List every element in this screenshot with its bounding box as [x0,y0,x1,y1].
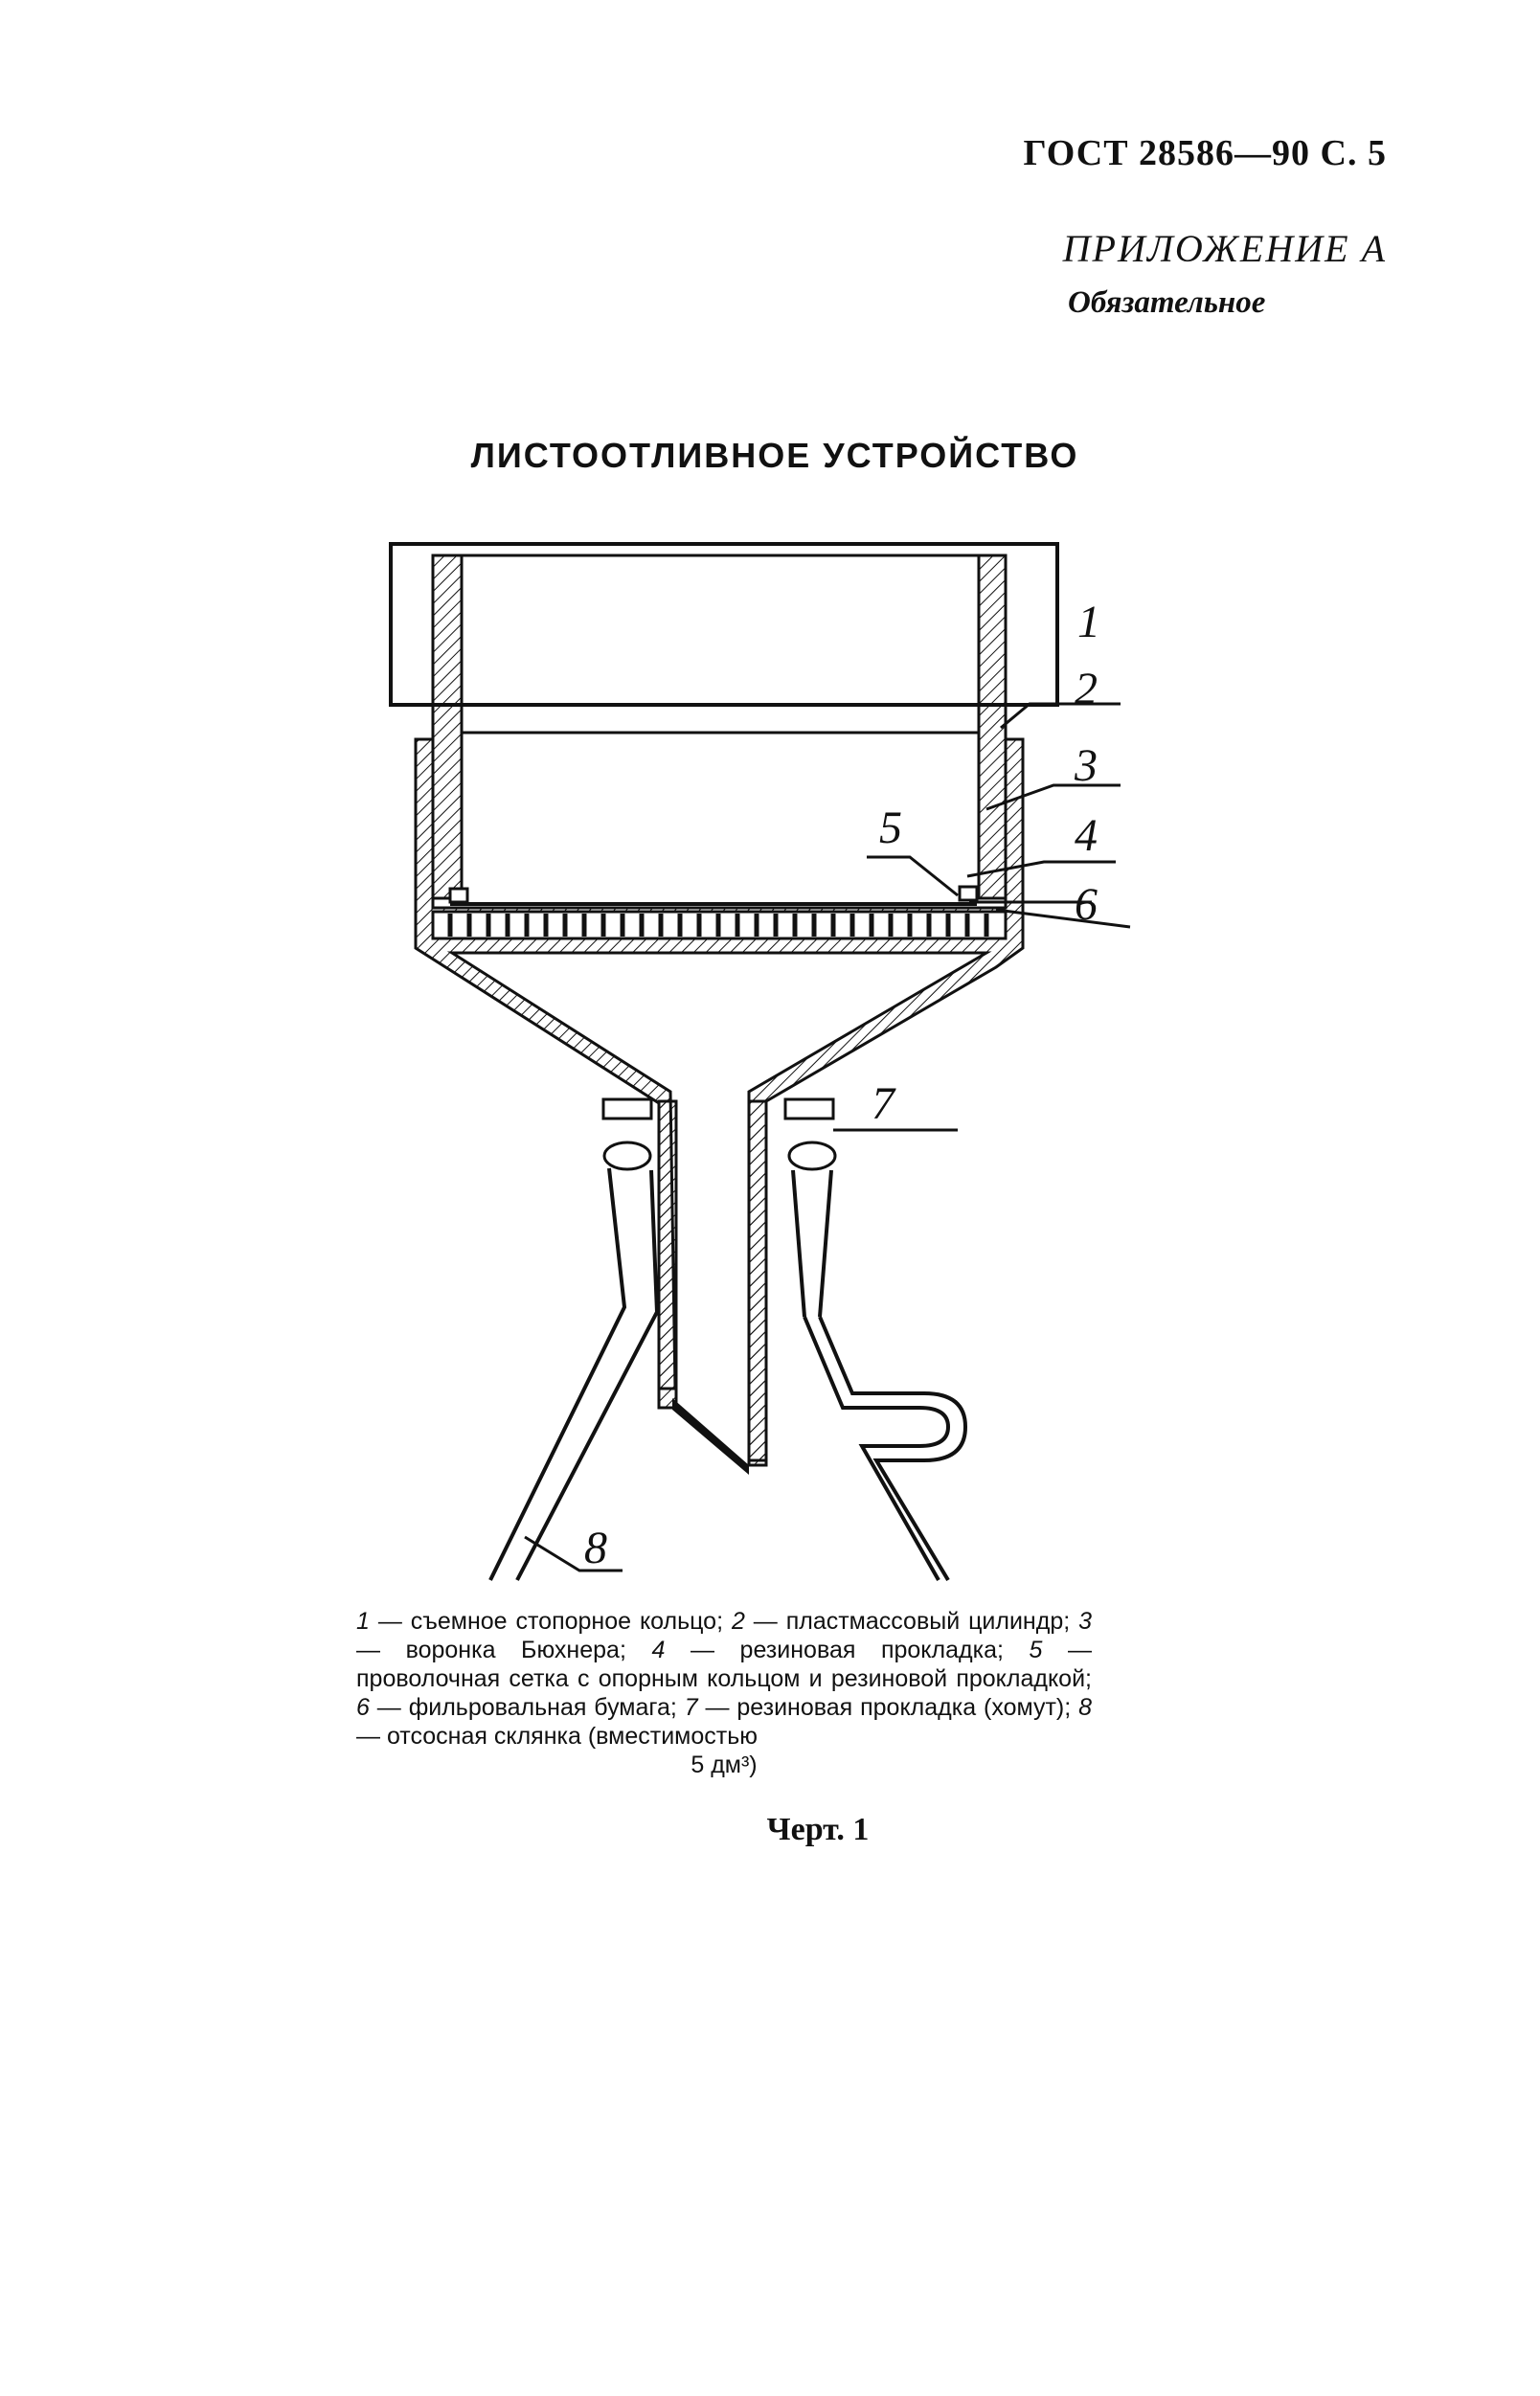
callout-7: 7 [872,1078,895,1129]
locking-ring [391,544,1057,705]
buchner-funnel [416,739,1023,1475]
legend-item-3: 3 — воронка Бюхнера; [356,1608,1092,1663]
callout-6: 6 [1075,879,1098,930]
callout-1: 1 [1077,597,1100,647]
callout-8: 8 [584,1523,607,1573]
callout-2: 2 [1075,664,1098,714]
legend-last-line: 5 дм³) [691,1752,758,1778]
plastic-cylinder [433,555,1006,898]
legend-item-4: 4 — резиновая прокладка; [651,1637,1004,1663]
perforated-plate [433,912,1006,938]
legend-item-8: 8 — отсосная склянка (вместимостью [356,1694,1092,1750]
legend-item-5: 5 — проволочная сетка с опорным кольцом и резиновой прокладкой; [356,1637,1092,1692]
wire-mesh [450,887,977,904]
rubber-collar [603,1099,835,1169]
legend-item-7: 7 — резиновая прокладка (хомут); [684,1694,1072,1721]
figure-caption: Черт. 1 [766,1812,870,1847]
leader-lines [525,704,1130,1571]
legend-item-6: 6 — фильровальная бумага; [356,1694,677,1721]
callout-3: 3 [1075,740,1098,791]
figure-legend [356,1607,1092,1779]
callout-4: 4 [1075,810,1098,861]
legend-item-1: 1 — съемное стопорное кольцо; [356,1608,724,1635]
legend-item-2: 2 — пластмассовый цилиндр; [731,1608,1071,1635]
document-title: ЛИСТООТЛИВНОЕ УСТРОЙСТВО [470,436,1079,475]
appendix-status: Обязательное [1068,285,1266,320]
standard-code-header: ГОСТ 28586—90 С. 5 [1023,133,1387,173]
sheet-former-drawing [383,536,1159,1590]
callout-5: 5 [879,802,902,853]
appendix-title: ПРИЛОЖЕНИЕ А [1062,227,1387,270]
suction-flask [490,1168,965,1580]
